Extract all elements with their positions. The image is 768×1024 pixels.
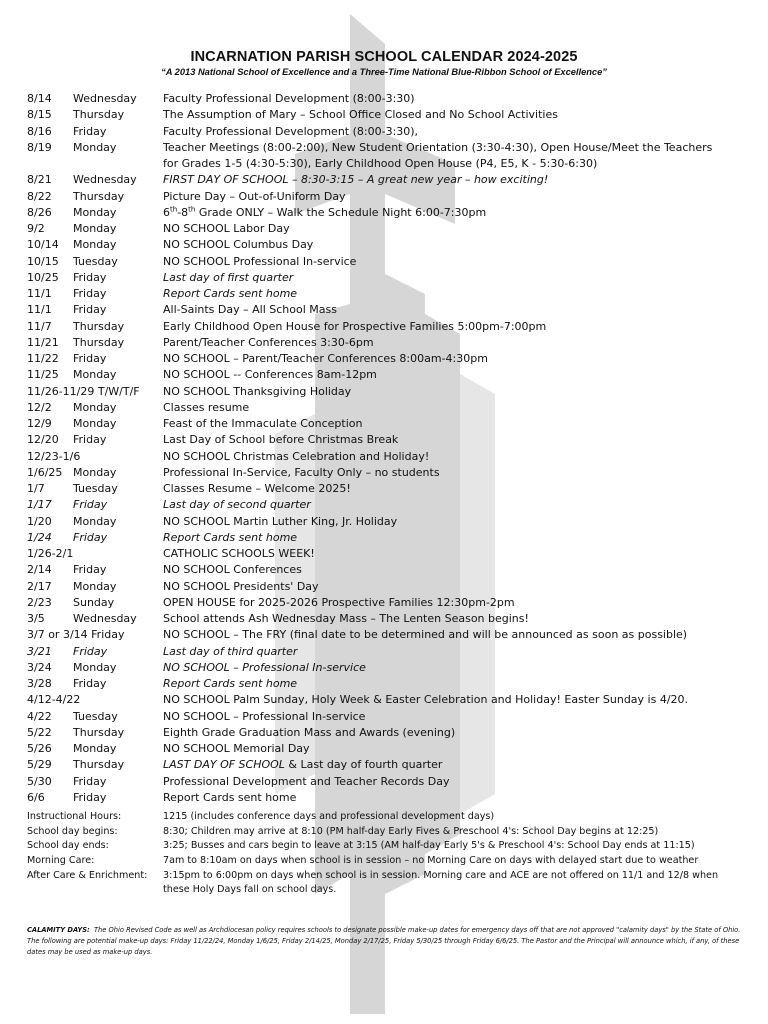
event-date: 12/9 — [27, 417, 52, 430]
event-description — [163, 497, 723, 513]
event-date: 1/20 — [27, 514, 52, 528]
event-day: Friday — [73, 498, 108, 512]
event-day: Wednesday — [73, 173, 137, 187]
table-row — [0, 449, 768, 465]
event-day: Monday — [73, 238, 117, 252]
table-row — [0, 335, 768, 351]
event-day: Wednesday — [73, 612, 137, 625]
event-description — [163, 319, 723, 335]
event-date: 4/12-4/22 — [27, 693, 81, 707]
event-description — [163, 627, 723, 643]
event-date: 1/6/25 — [27, 465, 63, 479]
event-day: Monday — [73, 417, 117, 430]
event-day: Monday — [73, 205, 117, 219]
info-row — [0, 810, 768, 825]
event-description — [163, 270, 723, 286]
info-label: School day begins: — [27, 825, 118, 837]
event-date: 12/23-1/6 — [27, 449, 81, 463]
table-row — [0, 465, 768, 481]
event-description — [163, 660, 723, 676]
event-date: 11/1 — [27, 287, 52, 300]
event-date: 5/30 — [27, 774, 52, 788]
event-day: Friday — [73, 774, 107, 788]
event-day: Friday — [73, 563, 107, 577]
event-description-line: Last day of third quarter — [163, 644, 298, 658]
event-date: 3/28 — [27, 677, 52, 690]
event-description-line: NO SCHOOL Professional In-service — [163, 254, 357, 268]
event-day: Thursday — [73, 319, 125, 333]
event-description-part: & Last day of fourth quarter — [284, 758, 443, 772]
event-date: 8/26 — [27, 205, 52, 219]
event-date: 9/2 — [27, 222, 45, 235]
table-row — [0, 140, 768, 173]
event-description-line: NO SCHOOL Christmas Celebration and Holiday! — [163, 449, 430, 463]
table-row — [0, 790, 768, 806]
event-date: 10/14 — [27, 238, 59, 252]
table-row — [0, 497, 768, 513]
event-day: Monday — [73, 465, 117, 479]
event-description — [163, 595, 723, 611]
info-label: School day ends: — [27, 840, 109, 852]
event-day: Monday — [73, 579, 117, 593]
event-description — [163, 530, 723, 546]
event-day: Sunday — [73, 595, 115, 609]
info-label: Instructional Hours: — [27, 811, 122, 822]
info-row — [0, 839, 768, 854]
event-description — [163, 741, 723, 757]
event-description — [163, 546, 723, 562]
table-row — [0, 172, 768, 188]
info-row — [0, 869, 768, 898]
event-description-line: NO SCHOOL Martin Luther King, Jr. Holiday — [163, 514, 398, 528]
event-description-line: Faculty Professional Development (8:00-3:30), — [163, 124, 419, 138]
info-value: 3:15pm to 6:00pm on days when school is in session. Morning care and ACE are not offered on 11/1 and 12/8 when these Holy Days fall on school days. — [163, 869, 719, 896]
info-label: Morning Care: — [27, 855, 95, 867]
event-description-part: -8 — [177, 205, 189, 219]
event-description — [163, 579, 723, 595]
event-description — [163, 400, 723, 416]
event-day: Thursday — [73, 335, 125, 349]
event-day: Friday — [73, 677, 107, 690]
table-row — [0, 676, 768, 692]
table-row — [0, 400, 768, 416]
event-description — [163, 416, 723, 432]
event-date: 5/26 — [27, 742, 52, 755]
table-row — [0, 595, 768, 611]
table-row — [0, 107, 768, 123]
event-day: Thursday — [73, 758, 125, 772]
event-date: 5/29 — [27, 758, 52, 772]
event-date: 1/26-2/1 — [27, 547, 74, 560]
event-description-part: 6 — [163, 205, 170, 219]
table-row — [0, 611, 768, 627]
event-day: Friday — [73, 790, 107, 804]
table-row — [0, 627, 768, 643]
event-date: 6/6 — [27, 790, 45, 804]
event-day: Friday — [73, 303, 107, 317]
event-date: 4/22 — [27, 709, 52, 723]
schedule-info — [0, 810, 768, 898]
table-row — [0, 741, 768, 757]
event-description — [163, 692, 723, 708]
table-row — [0, 774, 768, 790]
event-list — [0, 91, 768, 806]
event-day: Tuesday — [73, 709, 118, 723]
table-row — [0, 709, 768, 725]
event-day: Tuesday — [73, 482, 118, 495]
calamity-label: CALAMITY DAYS: — [27, 926, 90, 934]
table-row — [0, 270, 768, 286]
event-date: 11/22 — [27, 352, 59, 365]
event-description — [163, 351, 723, 367]
event-description-part: Grade ONLY – Walk the Schedule Night 6:00-7:30pm — [195, 205, 487, 219]
table-row — [0, 432, 768, 448]
event-date: 3/21 — [27, 644, 52, 658]
event-date: 11/7 — [27, 319, 52, 333]
event-date: 10/25 — [27, 270, 59, 284]
event-description-line: Report Cards sent home — [163, 790, 297, 804]
calamity-days-note — [27, 925, 742, 958]
event-description — [163, 384, 723, 400]
event-description-line: NO SCHOOL – Professional In-service — [163, 660, 366, 674]
event-description-line: NO SCHOOL – The FRY (final date to be determined and will be announced as soon as possible) — [163, 628, 688, 642]
event-date: 8/21 — [27, 173, 52, 187]
event-description — [163, 676, 723, 692]
event-description — [163, 432, 723, 448]
event-description — [163, 757, 723, 773]
table-row — [0, 221, 768, 237]
event-description — [163, 790, 723, 806]
event-description — [163, 237, 723, 253]
event-description-line: School attends Ash Wednesday Mass – The Lenten Season begins! — [163, 612, 529, 625]
table-row — [0, 189, 768, 205]
table-row — [0, 416, 768, 432]
event-day: Friday — [73, 124, 107, 138]
event-date: 12/2 — [27, 400, 52, 414]
event-description — [163, 205, 723, 221]
event-description-line: NO SCHOOL Columbus Day — [163, 238, 314, 252]
table-row — [0, 384, 768, 400]
event-date: 5/22 — [27, 725, 52, 739]
event-description-line: Classes resume — [163, 400, 250, 414]
event-description-line: Report Cards sent home — [163, 677, 298, 690]
event-date: 1/7 — [27, 482, 45, 495]
event-description — [163, 449, 723, 465]
event-day: Monday — [73, 514, 117, 528]
event-description-line: NO SCHOOL -- Conferences 8am-12pm — [163, 368, 377, 382]
event-day: Friday — [73, 433, 107, 447]
table-row — [0, 351, 768, 367]
info-value: 1215 (includes conference days and professional development days) — [163, 811, 495, 822]
event-date: 2/14 — [27, 563, 52, 577]
event-description-line: All-Saints Day – All School Mass — [163, 303, 337, 317]
table-row — [0, 546, 768, 562]
event-description — [163, 254, 723, 270]
event-description — [163, 465, 723, 481]
event-description — [163, 91, 723, 107]
event-date: 8/19 — [27, 140, 52, 154]
event-description-line: Early Childhood Open House for Prospective Families 5:00pm-7:00pm — [163, 319, 547, 333]
event-day: Friday — [73, 287, 107, 300]
event-date: 8/16 — [27, 124, 52, 138]
table-row — [0, 692, 768, 708]
event-date: 1/17 — [27, 498, 52, 512]
table-row — [0, 124, 768, 140]
info-label: After Care & Enrichment: — [27, 869, 148, 881]
event-day: Monday — [73, 400, 117, 414]
event-date: 8/22 — [27, 189, 52, 203]
event-date: 11/21 — [27, 335, 59, 349]
event-date: 8/14 — [27, 92, 52, 105]
event-description-line: NO SCHOOL Palm Sunday, Holy Week & Easter Celebration and Holiday! Easter Sunday is 4/20. — [163, 693, 689, 707]
event-date: 3/24 — [27, 660, 52, 674]
table-row — [0, 660, 768, 676]
event-description — [163, 335, 723, 351]
event-day: Monday — [73, 368, 117, 382]
event-description-line: Report Cards sent home — [163, 530, 298, 544]
page-subtitle: “A 2013 National School of Excellence and a Three-Time National Blue-Ribbon School of Excellence” — [161, 67, 607, 77]
table-row — [0, 757, 768, 773]
table-row — [0, 579, 768, 595]
event-description-line: Classes Resume – Welcome 2025! — [163, 482, 351, 495]
table-row — [0, 481, 768, 497]
event-description-line: NO SCHOOL Conferences — [163, 563, 302, 577]
event-description — [163, 189, 723, 205]
event-description — [163, 107, 723, 123]
event-date: 11/1 — [27, 303, 52, 317]
event-description — [163, 709, 723, 725]
info-value: 3:25; Busses and cars begin to leave at 3:15 (AM half-day Early 5's & Preschool 4's: School Day ends at 11:15) — [163, 840, 695, 852]
event-description-part: LAST DAY OF SCHOOL — [163, 758, 285, 772]
event-date: 3/5 — [27, 612, 45, 625]
event-description — [163, 221, 723, 237]
event-description-line: Eighth Grade Graduation Mass and Awards (evening) — [163, 725, 456, 739]
event-date: 8/15 — [27, 108, 52, 122]
event-description — [163, 172, 723, 188]
calamity-text: The Ohio Revised Code as well as Archdiocesan policy requires schools to designate possible make-up dates for emergency days off that are not approved "calamity days" by the State of Ohio. The following are potential make-up days: Friday 11/22/24, Monday 1/6/25, Friday 2/14/25, Monday 2/17/25, Friday 5/30/25 through Friday 6/6/25. The Pastor and the Principal will announce which, if any, of these dates may be used as make-up days. — [27, 926, 741, 956]
table-row — [0, 725, 768, 741]
event-description-line: Picture Day – Out-of-Uniform Day — [163, 189, 346, 203]
event-description — [163, 124, 723, 140]
event-description-line: The Assumption of Mary – School Office Closed and No School Activities — [163, 108, 558, 122]
event-description-line: Parent/Teacher Conferences 3:30-6pm — [163, 335, 374, 349]
event-description-line: Last day of second quarter — [163, 498, 311, 512]
event-description — [163, 367, 723, 383]
info-value: 8:30; Children may arrive at 8:10 (PM half-day Early Fives & Preschool 4's: School Day begins at 12:25) — [163, 825, 659, 837]
event-day: Thursday — [73, 108, 125, 122]
event-day: Friday — [73, 644, 108, 658]
event-day: Wednesday — [73, 92, 137, 105]
event-description-line: NO SCHOOL – Parent/Teacher Conferences 8:00am-4:30pm — [163, 352, 488, 365]
table-row — [0, 530, 768, 546]
event-description-line: for Grades 1-5 (4:30-5:30), Early Childhood Open House (P4, E5, K - 5:30-6:30) — [163, 157, 598, 170]
event-day: Friday — [73, 530, 108, 544]
table-row — [0, 367, 768, 383]
event-day: Monday — [73, 660, 117, 674]
event-day: Monday — [73, 222, 117, 235]
event-description — [163, 140, 723, 173]
event-description-line: Last day of first quarter — [163, 270, 294, 284]
event-date: 12/20 — [27, 433, 59, 447]
event-description — [163, 725, 723, 741]
event-day: Friday — [73, 352, 107, 365]
event-description-line: Professional In-Service, Faculty Only – no students — [163, 465, 440, 479]
info-row — [0, 825, 768, 840]
event-day: Monday — [73, 742, 117, 755]
table-row — [0, 302, 768, 318]
event-description-line: CATHOLIC SCHOOLS WEEK! — [163, 547, 315, 560]
event-description — [163, 302, 723, 318]
event-day: Thursday — [73, 725, 125, 739]
event-description-line: Last Day of School before Christmas Break — [163, 433, 399, 447]
event-description-line: NO SCHOOL Memorial Day — [163, 742, 310, 755]
event-description — [163, 286, 723, 302]
event-description-line: Feast of the Immaculate Conception — [163, 417, 363, 430]
event-description — [163, 514, 723, 530]
event-description — [163, 611, 723, 627]
event-day: Thursday — [73, 189, 125, 203]
event-description-line: NO SCHOOL Thanksgiving Holiday — [163, 384, 352, 398]
table-row — [0, 644, 768, 660]
event-description — [163, 644, 723, 660]
event-description-line: NO SCHOOL – Professional In-service — [163, 709, 366, 723]
table-row — [0, 286, 768, 302]
table-row — [0, 319, 768, 335]
event-day: Monday — [73, 140, 117, 154]
table-row — [0, 237, 768, 253]
event-day: Tuesday — [73, 254, 118, 268]
event-day: Friday — [73, 270, 107, 284]
event-date: 10/15 — [27, 254, 59, 268]
table-row — [0, 562, 768, 578]
event-date: 11/26-11/29 T/W/T/F — [27, 384, 140, 398]
event-description-line: FIRST DAY OF SCHOOL – 8:30-3:15 – A great new year – how exciting! — [163, 173, 549, 187]
event-description-line: Teacher Meetings (8:00-2:00), New Student Orientation (3:30-4:30), Open House/Meet the Teachers — [163, 140, 713, 154]
event-description — [163, 774, 723, 790]
table-row — [0, 254, 768, 270]
event-description-line: Faculty Professional Development (8:00-3:30) — [163, 92, 415, 105]
event-date: 1/24 — [27, 530, 52, 544]
info-value: 7am to 8:10am on days when school is in session – no Morning Care on days with delayed start due to weather — [163, 855, 699, 867]
info-row — [0, 854, 768, 869]
event-description-part: th — [170, 205, 178, 214]
event-date: 2/17 — [27, 579, 52, 593]
table-row — [0, 514, 768, 530]
event-date: 3/7 or 3/14 Friday — [27, 628, 125, 642]
event-date: 11/25 — [27, 368, 59, 382]
event-description-line: NO SCHOOL Presidents' Day — [163, 579, 319, 593]
table-row — [0, 205, 768, 221]
event-description-part: th — [188, 205, 196, 214]
event-description-line: Report Cards sent home — [163, 287, 298, 300]
event-description-line: OPEN HOUSE for 2025-2026 Prospective Families 12:30pm-2pm — [163, 595, 515, 609]
event-description — [163, 562, 723, 578]
page-title: INCARNATION PARISH SCHOOL CALENDAR 2024-2025 — [190, 49, 578, 65]
table-row — [0, 91, 768, 107]
event-description-line: NO SCHOOL Labor Day — [163, 222, 290, 235]
event-description — [163, 481, 723, 497]
event-description-line: Professional Development and Teacher Records Day — [163, 774, 450, 788]
event-date: 2/23 — [27, 595, 52, 609]
